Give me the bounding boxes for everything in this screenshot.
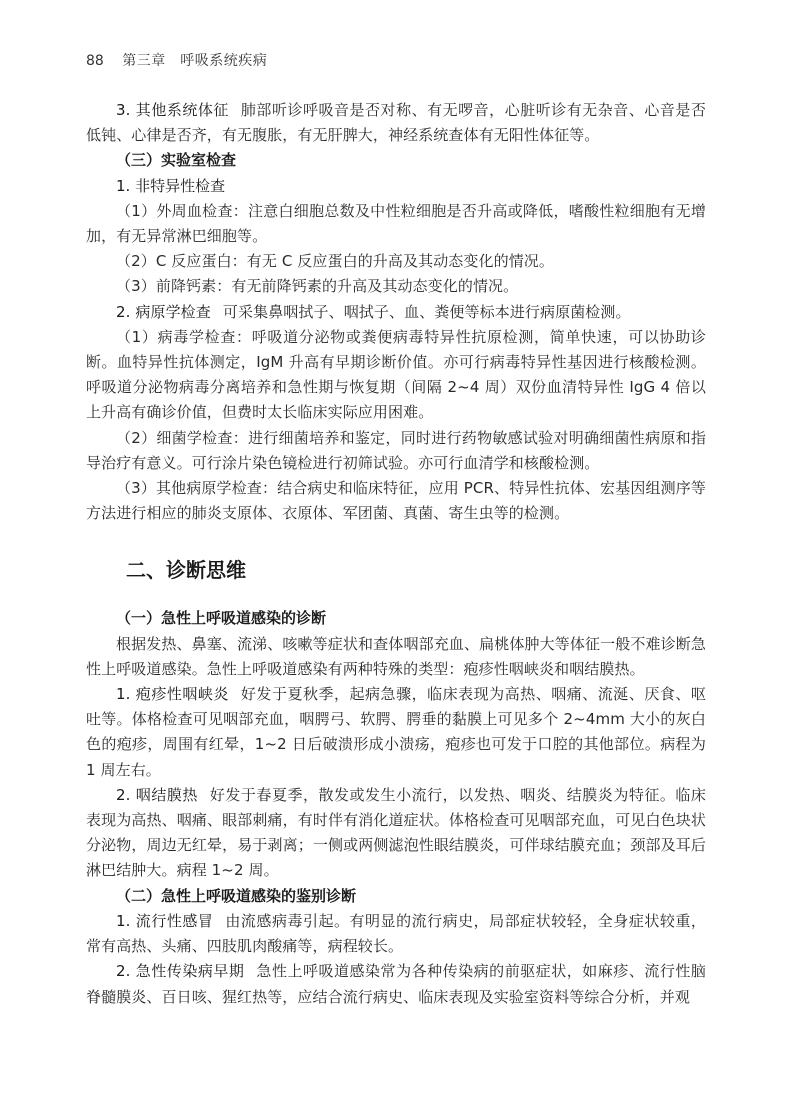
paragraph-text: 好发于夏秋季，起病急骤，临床表现为高热、咽痛、流涎、厌食、呕吐等。体格检查可见咽部充血，咽腭弓、软腭、腭垂的黏膜上可见多个 2~4mm 大小的灰白色的疱疹，周围有红晕，1~2 日后破溃形成小溃疡，疱疹也可发于口腔的其他部位。病程为 1 周左右。 [86,685,706,779]
chapter-title: 第三章 呼吸系统疾病 [122,53,268,69]
paragraph-lead: 1. 疱疹性咽峡炎 [116,685,229,704]
paragraph-early-infectious [86,959,706,1009]
paragraph-lead: 1. 流行性感冒 [116,911,214,930]
paragraph-text: 可采集鼻咽拭子、咽拭子、血、粪便等标本进行病原菌检测。 [222,302,631,321]
paragraph-crp: （2）C 反应蛋白：有无 C 反应蛋白的升高及其动态变化的情况。 [116,252,554,271]
heading-acute-uri-diagnosis: （一）急性上呼吸道感染的诊断 [116,609,327,628]
paragraph-text: 由流感病毒引起。有明显的流行病史，局部症状较轻，全身症状较重，常有高热、头痛、四肢肌肉酸痛等，病程较长。 [86,911,706,956]
page-header [86,50,267,70]
paragraph-bacteriology: （2）细菌学检查：进行细菌培养和鉴定，同时进行药物敏感试验对明确细菌性病原和指导治疗有意义。可行涂片染色镜检进行初筛试验。亦可行血清学和核酸检测。 [86,428,706,472]
paragraph-text: 急性上呼吸道感染常为各种传染病的前驱症状，如麻疹、流行性脑脊髓膜炎、百日咳、猩红热等，应结合流行病史、临床表现及实验室资料等综合分析，并观 [86,962,706,1006]
paragraph-influenza [86,909,706,959]
page-number: 88 [86,53,104,69]
paragraph-acute-uri: 根据发热、鼻塞、流涕、咳嗽等症状和查体咽部充血、扁桃体肿大等体征一般不难诊断急性上呼吸道感染。急性上呼吸道感染有两种特殊的类型：疱疹性咽峡炎和咽结膜热。 [86,634,706,678]
paragraph-blood-test: （1）外周血检查：注意白细胞总数及中性粒细胞是否升高或降低，嗜酸性粒细胞有无增加，有无异常淋巴细胞等。 [86,201,706,246]
paragraph-lead: 2. 急性传染病早期 [116,962,245,981]
paragraph-pct: （3）前降钙素：有无前降钙素的升高及其动态变化的情况。 [116,277,519,296]
page-content [86,98,706,1010]
paragraph-pathogen-tests [86,300,706,325]
subheading-nonspecific: 1. 非特异性检查 [116,176,226,195]
paragraph-virology: （1）病毒学检查：呼吸道分泌物或粪便病毒特异性抗原检测，简单快速，可以协助诊断。血特异性抗体测定，IgM 升高有早期诊断价值。亦可行病毒特异性基因进行核酸检测。呼吸道分泌物病毒分离培养和急性期与恢复期（间隔 2~4 周）双份血清特异性 IgG 4 倍以上升高有确诊价值，但费时太长临床实际应用困难。 [86,327,706,422]
section-heading-diagnosis: 二、诊断思维 [126,558,246,583]
paragraph-other-pathogen: （3）其他病原学检查：结合病史和临床特征，应用 PCR、特异性抗体、宏基因组测序等方法进行相应的肺炎支原体、衣原体、军团菌、真菌、寄生虫等的检测。 [86,479,706,523]
paragraph-lead: 2. 病原学检查 [116,302,211,321]
paragraph-pharyngoconjunctival-fever [86,783,706,884]
paragraph-other-system-signs [86,98,706,148]
paragraph-herpangina [86,682,706,783]
heading-differential-diagnosis: （二）急性上呼吸道感染的鉴别诊断 [116,886,357,905]
heading-lab-tests: （三）实验室检查 [116,151,237,170]
paragraph-lead: 3. 其他系统体征 [116,101,229,119]
paragraph-text: 好发于春夏季，散发或发生小流行，以发热、咽炎、结膜炎为特征。临床表现为高热、咽痛、眼部刺痛，有时伴有消化道症状。体格检查可见咽部充血，可见白色块状分泌物，周边无红晕，易于剥离；一侧或两侧滤泡性眼结膜炎，可伴球结膜充血；颈部及耳后淋巴结肿大。病程 1~2 周。 [86,785,707,880]
paragraph-text: 肺部听诊呼吸音是否对称、有无啰音，心脏听诊有无杂音、心音是否低钝、心律是否齐，有无腹胀，有无肝脾大，神经系统查体有无阳性体征等。 [86,101,706,145]
paragraph-lead: 2. 咽结膜热 [116,785,198,804]
